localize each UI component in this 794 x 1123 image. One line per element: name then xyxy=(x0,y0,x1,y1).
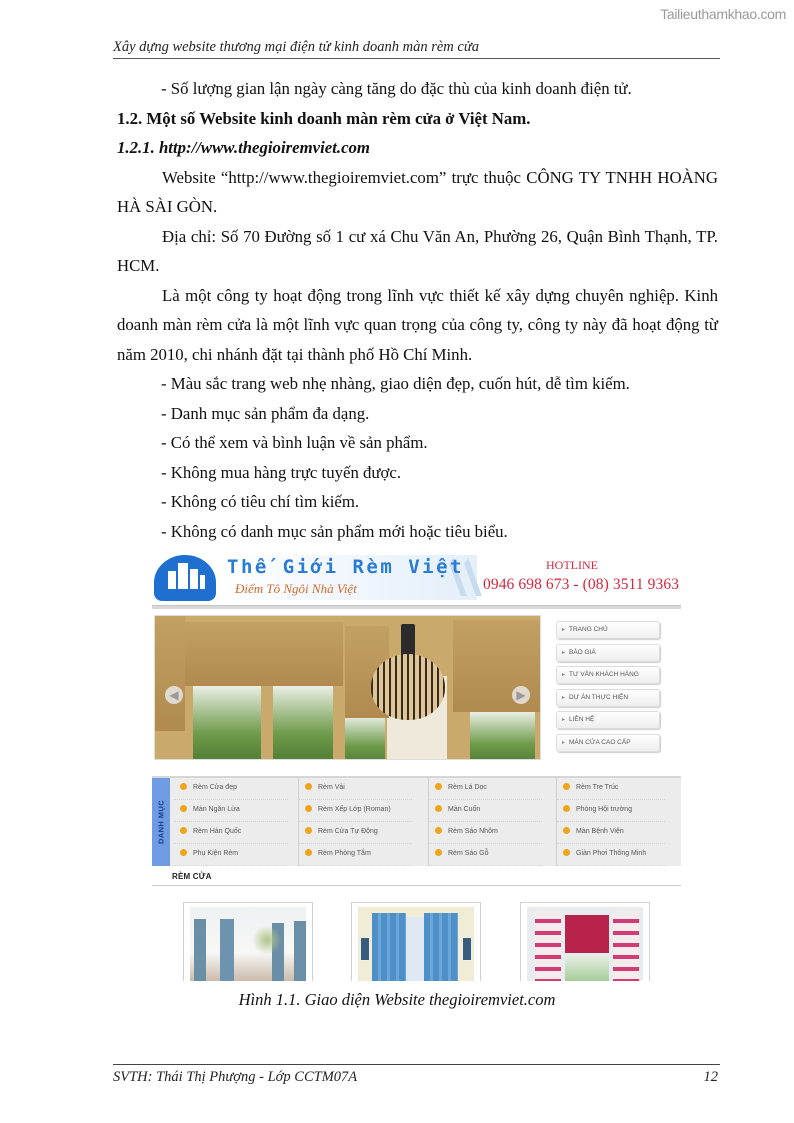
bullet-item: - Màu sắc trang web nhẹ nhàng, giao diện đẹp, cuốn hút, dễ tìm kiếm. xyxy=(161,374,630,393)
category-column xyxy=(428,778,558,866)
paragraph-about: Là một công ty hoạt động trong lĩnh vực thiết kế xây dựng chuyên nghiệp. Kinh doanh màn rèm cửa là một lĩnh vực quan trọng của công ty, công ty này đã hoạt động từ năm 2010, chi nhánh đặt tại thành phố Hồ Chí Minh. xyxy=(117,285,718,364)
lamp-decoration xyxy=(401,624,415,656)
arrow-circle-icon xyxy=(305,827,312,834)
bullet-item: - Có thể xem và bình luận về sản phẩm. xyxy=(161,433,428,452)
bullet-icon: ▸ xyxy=(562,672,566,679)
product-thumbnail[interactable] xyxy=(351,902,481,981)
arrow-circle-icon xyxy=(305,805,312,812)
bullet-icon: ▸ xyxy=(562,739,566,746)
bullet-item: - Danh mục sản phẩm đa dạng. xyxy=(161,403,370,423)
slider-next-arrow-icon[interactable]: ▶ xyxy=(512,686,530,704)
document-body xyxy=(117,74,718,546)
footer-author: SVTH: Thái Thị Phượng - Lớp CCTM07A xyxy=(113,1069,358,1085)
slider-prev-arrow-icon[interactable]: ◀ xyxy=(165,686,183,704)
logo-icon xyxy=(154,555,216,601)
brand-slogan: Điểm Tô Ngôi Nhà Việt xyxy=(235,581,357,596)
arrow-circle-icon xyxy=(435,827,442,834)
page-number: 12 xyxy=(703,1069,718,1085)
category-link[interactable]: Rèm Hàn Quốc xyxy=(174,822,288,844)
arrow-circle-icon xyxy=(180,805,187,812)
page-header xyxy=(113,36,720,59)
site-main-menu xyxy=(556,621,660,757)
category-link[interactable]: Rèm Vải xyxy=(299,778,412,800)
category-link[interactable]: Rèm Lá Dọc xyxy=(429,778,542,800)
arrow-circle-icon xyxy=(305,849,312,856)
bullet-item: - Không có tiêu chí tìm kiếm. xyxy=(161,492,360,511)
bullet-icon: ▸ xyxy=(562,627,566,633)
arrow-circle-icon xyxy=(180,849,187,856)
category-link[interactable]: Phòng Hội trường xyxy=(557,800,665,822)
arrow-circle-icon xyxy=(563,783,570,790)
category-link[interactable]: Rèm Sáo Gỗ xyxy=(429,844,542,866)
bullet-item: - Không có danh mục sản phẩm mới hoặc tiêu biểu. xyxy=(161,521,508,541)
menu-item-du-an[interactable]: ▸ DỰ ÁN THỰC HIỆN xyxy=(556,689,660,707)
arrow-circle-icon xyxy=(435,805,442,812)
menu-item-man-cua-cao-cap[interactable]: ▸ MÀN CỬA CAO CẤP xyxy=(556,734,660,752)
figure-caption: Hình 1.1. Giao diện Website thegioiremviet.com xyxy=(238,990,556,1009)
page-footer xyxy=(113,1064,720,1088)
heading-1-2-1: 1.2.1. http://www.thegioiremviet.com xyxy=(117,138,370,157)
arrow-circle-icon xyxy=(180,783,187,790)
paragraph-address xyxy=(117,222,718,281)
category-link[interactable]: Màn Ngăn Lửa xyxy=(174,800,288,822)
hotline-label: HOTLINE xyxy=(546,558,598,572)
paragraph-company: Website “http://www.thegioiremviet.com” trực thuộc CÔNG TY TNHH HOÀNG HÀ SÀI GÒN. xyxy=(117,167,718,216)
lamp-decoration xyxy=(371,654,445,720)
section-title: RÈM CỬA xyxy=(172,872,212,881)
section-divider xyxy=(152,885,681,886)
hero-slider xyxy=(154,615,541,760)
website-screenshot xyxy=(152,550,681,981)
arrow-circle-icon xyxy=(563,827,570,834)
arrow-circle-icon xyxy=(305,783,312,790)
category-link[interactable]: Giàn Phơi Thông Minh xyxy=(557,844,665,866)
hotline-numbers: 0946 698 673 - (08) 3511 9363 xyxy=(483,576,680,593)
site-header xyxy=(152,550,681,602)
menu-item-lien-he[interactable]: ▸ LIÊN HỆ xyxy=(556,711,660,729)
category-link[interactable]: Rèm Xếp Lớp (Roman) xyxy=(299,800,412,822)
category-link[interactable]: Rèm Cửa đẹp xyxy=(174,778,288,800)
category-link[interactable]: Rèm Phòng Tắm xyxy=(299,844,412,866)
address-value: Số 70 Đường số 1 cư xá Chu Văn An, Phường 26, Quận Bình Thạnh, TP. HCM. xyxy=(117,226,718,275)
category-link[interactable]: Rèm Cửa Tự Động xyxy=(299,822,412,844)
heading-1-2: 1.2. Một số Website kinh doanh màn rèm cửa ở Việt Nam. xyxy=(117,108,531,128)
category-link[interactable]: Màn Cuốn xyxy=(429,800,542,822)
brand-name: Thế Giới Rèm Việt xyxy=(227,556,464,578)
category-link[interactable]: Rèm Sáo Nhôm xyxy=(429,822,542,844)
category-link[interactable]: Rèm Tre Trúc xyxy=(557,778,665,800)
menu-item-bao-gia[interactable]: ▸ BÁO GIÁ xyxy=(556,644,660,662)
arrow-circle-icon xyxy=(180,827,187,834)
category-column xyxy=(556,778,681,866)
bullet-icon: ▸ xyxy=(562,649,566,656)
arrow-circle-icon xyxy=(435,783,442,790)
page-header-title: Xây dựng website thương mại điện tử kinh doanh màn rèm cửa xyxy=(113,39,479,55)
product-thumbnail[interactable] xyxy=(183,902,313,981)
address-label: Địa chỉ: xyxy=(162,226,217,246)
product-thumbnail[interactable] xyxy=(520,902,650,981)
menu-item-trang-chu[interactable]: ▸ TRANG CHỦ xyxy=(556,621,660,639)
category-tab: DANH MỤC xyxy=(152,778,170,866)
bullet-icon: ▸ xyxy=(562,717,566,724)
category-link[interactable]: Phụ Kiện Rèm xyxy=(174,844,288,866)
bullet-icon: ▸ xyxy=(562,694,566,701)
category-panel xyxy=(152,776,681,866)
arrow-circle-icon xyxy=(435,849,442,856)
header-divider xyxy=(152,605,681,609)
arrow-circle-icon xyxy=(563,849,570,856)
arrow-circle-icon xyxy=(563,805,570,812)
menu-item-tu-van[interactable]: ▸ TƯ VẤN KHÁCH HÀNG xyxy=(556,666,660,684)
watermark: Tailieuthamkhao.com xyxy=(660,6,786,22)
category-column xyxy=(174,778,304,866)
intro-bullet: - Số lượng gian lận ngày càng tăng do đặc thù của kinh doanh điện tử. xyxy=(161,79,632,98)
category-link[interactable]: Màn Bệnh Viện xyxy=(557,822,665,844)
bullet-item: - Không mua hàng trực tuyến được. xyxy=(161,462,402,482)
category-column xyxy=(298,778,428,866)
